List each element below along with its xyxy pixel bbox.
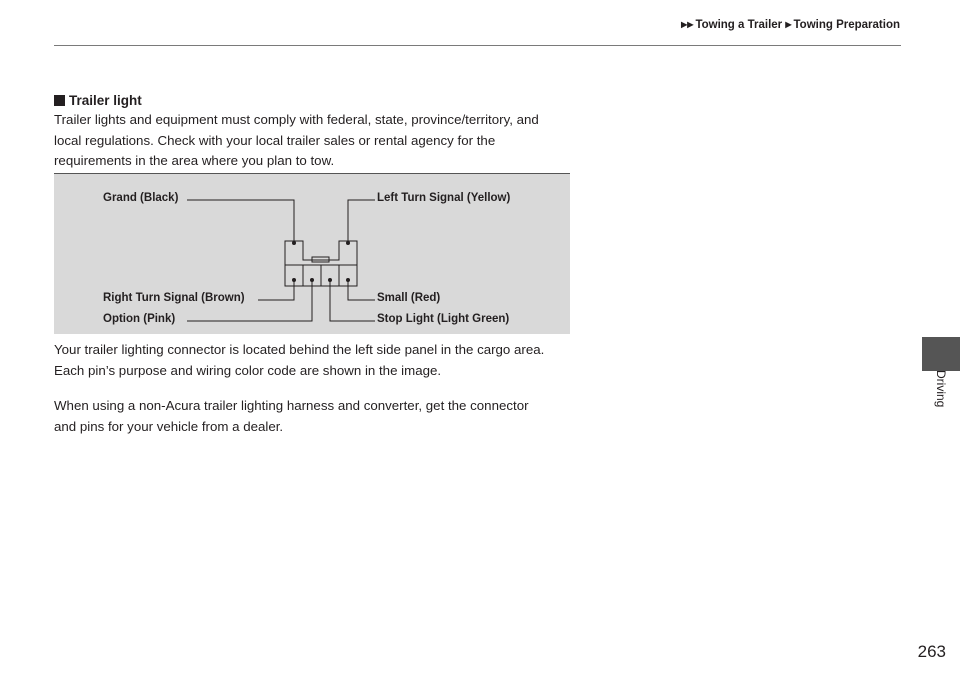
pin-dot <box>328 278 332 282</box>
page-number: 263 <box>917 642 946 661</box>
section-heading <box>54 93 142 108</box>
breadcrumb <box>681 19 900 31</box>
label-option: Option (Pink) <box>103 313 176 325</box>
pin-dot <box>292 241 296 245</box>
leader-right-turn <box>258 280 294 300</box>
leader-left-turn <box>348 200 375 241</box>
paragraph-line: and pins for your vehicle from a dealer. <box>54 418 284 434</box>
pin-dot <box>346 241 350 245</box>
chapter-tab-label: Driving <box>934 370 948 408</box>
pin-dot <box>310 278 314 282</box>
connector-wiring-diagram <box>54 173 570 334</box>
square-bullet-icon <box>54 95 65 106</box>
label-stop-light: Stop Light (Light Green) <box>377 313 510 325</box>
paragraph-line: Trailer lights and equipment must comply with federal, state, province/territory, and <box>54 112 539 127</box>
breadcrumb-item-towing-a-trailer[interactable]: Towing a Trailer <box>695 19 783 31</box>
pin-dot <box>292 278 296 282</box>
location-paragraph <box>54 340 574 381</box>
label-small: Small (Red) <box>377 292 441 304</box>
label-left-turn-signal: Left Turn Signal (Yellow) <box>377 192 511 204</box>
intro-paragraph <box>54 110 574 172</box>
leader-small <box>348 280 375 300</box>
paragraph-line: When using a non-Acura trailer lighting harness and converter, get the connector <box>54 398 529 413</box>
label-right-turn-signal: Right Turn Signal (Brown) <box>103 292 245 304</box>
paragraph-line: Each pin’s purpose and wiring color code are shown in the image. <box>54 362 442 378</box>
chapter-tab[interactable] <box>922 337 960 371</box>
section-heading-text: Trailer light <box>69 93 142 108</box>
breadcrumb-arrow-icon: ▶▶ <box>681 20 694 29</box>
dealer-paragraph <box>54 396 574 437</box>
leader-grand <box>187 200 294 241</box>
breadcrumb-item-towing-preparation[interactable]: Towing Preparation <box>793 19 900 31</box>
paragraph-line: Your trailer lighting connector is located behind the left side panel in the cargo area. <box>54 342 545 357</box>
label-grand: Grand (Black) <box>103 192 179 204</box>
breadcrumb-arrow-icon: ▶ <box>785 20 792 29</box>
pin-dot <box>346 278 350 282</box>
header-divider <box>54 45 901 46</box>
paragraph-line: local regulations. Check with your local trailer sales or rental agency for the <box>54 132 496 148</box>
paragraph-line: requirements in the area where you plan to tow. <box>54 153 335 168</box>
